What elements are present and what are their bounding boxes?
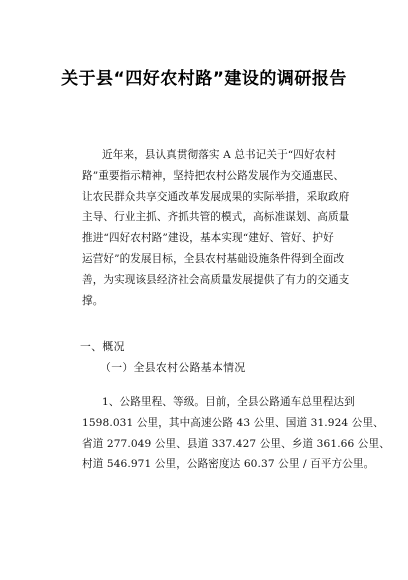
intro-line: 撑。 xyxy=(82,294,104,307)
body-line: 1、公路里程、等级。目前，全县公路通车总里程达到 xyxy=(102,396,355,408)
intro-line: 运营好”的发展目标，全县农村基础设施条件得到全面改 xyxy=(82,252,345,265)
intro-paragraph xyxy=(82,145,352,311)
subsection-heading: （一）全县农村公路基本情况 xyxy=(100,361,246,374)
document-title: 关于县“四好农村路”建设的调研报告 xyxy=(61,69,347,89)
intro-line: 路”重要指示精神，坚持把农村公路发展作为交通惠民、 xyxy=(82,169,345,182)
section-heading: 一、概况 xyxy=(80,340,125,353)
intro-line: 让农民群众共享交通改革发展成果的实际举措，采取政府 xyxy=(82,190,350,203)
intro-line: 主导、行业主抓、齐抓共管的模式，高标准谋划、高质量 xyxy=(82,211,350,224)
body-line: 村道 546.971 公里，公路密度达 60.37 公里 / 百平方公里。 xyxy=(82,458,375,471)
body-line: 1598.031 公里，其中高速公路 43 公里、国道 31.924 公里、 xyxy=(82,416,384,429)
body-paragraph xyxy=(82,392,390,475)
intro-line: 善，为实现该县经济社会高质量发展提供了有力的交通支 xyxy=(82,273,350,286)
intro-line: 近年来，县认真贯彻落实 A 总书记关于“四好农村 xyxy=(102,149,337,161)
body-line: 省道 277.049 公里、县道 337.427 公里、乡道 361.66 公里、 xyxy=(82,437,390,450)
intro-line: 推进“四好农村路”建设，基本实现“建好、管好、护好 xyxy=(82,232,334,245)
